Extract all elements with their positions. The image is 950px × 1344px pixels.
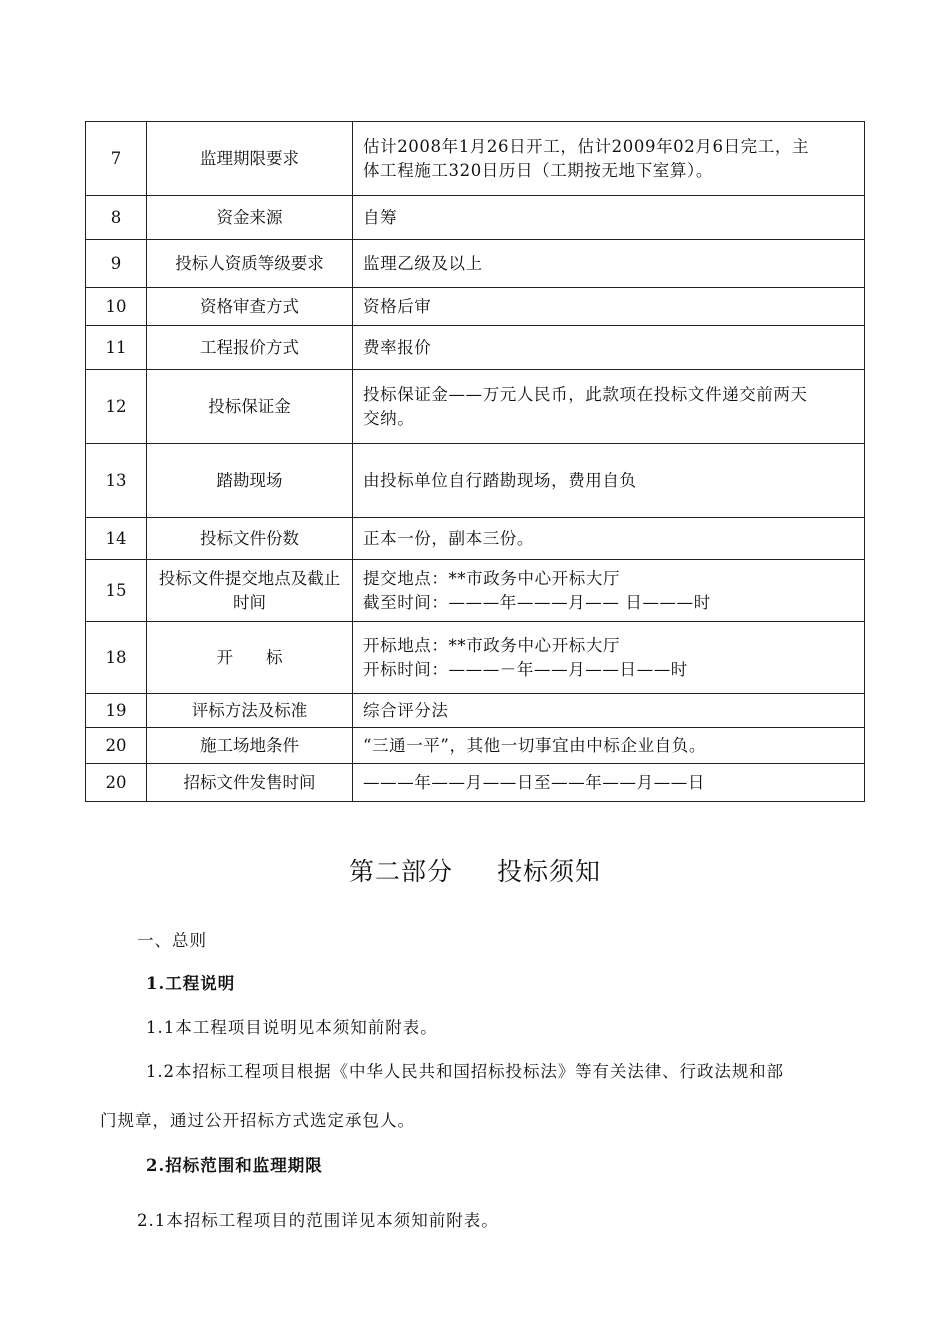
row-item-cell: 投标人资质等级要求 xyxy=(147,240,353,288)
table-row xyxy=(86,728,865,764)
row-number-cell: 13 xyxy=(86,444,147,518)
paragraph-2-1: 2.1本招标工程项目的范围详见本须知前附表。 xyxy=(137,1211,499,1230)
row-item-cell: 投标保证金 xyxy=(147,370,353,444)
row-content-line: 自筹 xyxy=(363,207,398,227)
row-content-line: 费率报价 xyxy=(363,337,432,357)
table-row xyxy=(86,370,865,444)
row-item-cell: 招标文件发售时间 xyxy=(147,764,353,802)
row-item-cell: 投标文件份数 xyxy=(147,518,353,560)
row-content-cell xyxy=(353,560,865,622)
row-number-cell: 9 xyxy=(86,240,147,288)
section-part-label: 第二部分 xyxy=(348,857,453,886)
row-item-cell: 资金来源 xyxy=(147,196,353,240)
row-content-line: “三通一平”，其他一切事宜由中标企业自负。 xyxy=(363,735,706,755)
row-content-line: 综合评分法 xyxy=(363,700,449,720)
row-number-cell: 18 xyxy=(86,622,147,694)
row-number-cell: 12 xyxy=(86,370,147,444)
row-item-cell: 踏勘现场 xyxy=(147,444,353,518)
paragraph-1-1: 1.1本工程项目说明见本须知前附表。 xyxy=(146,1018,438,1037)
paragraph-1-2-line2: 门规章，通过公开招标方式选定承包人。 xyxy=(100,1111,415,1130)
row-content-cell xyxy=(353,518,865,560)
table-row xyxy=(86,288,865,326)
table-row xyxy=(86,622,865,694)
row-content-cell xyxy=(353,288,865,326)
row-content-cell xyxy=(353,370,865,444)
row-content-line: 投标保证金——万元人民币，此款项在投标文件递交前两天 xyxy=(363,384,808,404)
section-title xyxy=(0,852,950,888)
row-content-line: 提交地点：**市政务中心开标大厅 xyxy=(363,568,621,588)
tender-info-table xyxy=(85,121,865,802)
row-content-line: 交纳。 xyxy=(363,408,415,428)
row-content-cell xyxy=(353,196,865,240)
row-content-line: ———年——月——日至——年——月——日 xyxy=(363,772,705,792)
row-item-cell: 工程报价方式 xyxy=(147,326,353,370)
table-row xyxy=(86,196,865,240)
tender-info-table-body xyxy=(86,122,865,802)
row-item-cell: 施工场地条件 xyxy=(147,728,353,764)
heading-general: 一、总则 xyxy=(137,931,207,950)
row-number-cell: 20 xyxy=(86,764,147,802)
table-row xyxy=(86,240,865,288)
row-content-cell xyxy=(353,122,865,196)
row-content-cell xyxy=(353,764,865,802)
row-number-cell: 10 xyxy=(86,288,147,326)
row-content-line: 资格后审 xyxy=(363,296,432,316)
heading-project-description: 1.工程说明 xyxy=(146,974,236,993)
row-content-line: 开标时间：———－年——月——日——时 xyxy=(363,659,688,679)
row-item-cell: 资格审查方式 xyxy=(147,288,353,326)
row-number-cell: 7 xyxy=(86,122,147,196)
table-row xyxy=(86,518,865,560)
row-number-cell: 19 xyxy=(86,694,147,728)
table-row xyxy=(86,764,865,802)
row-content-cell xyxy=(353,694,865,728)
row-item-cell: 开 标 xyxy=(147,622,353,694)
table-row xyxy=(86,122,865,196)
table-row xyxy=(86,444,865,518)
row-number-cell: 20 xyxy=(86,728,147,764)
row-content-cell xyxy=(353,240,865,288)
row-number-cell: 14 xyxy=(86,518,147,560)
row-item-cell: 投标文件提交地点及截止时间 xyxy=(147,560,353,622)
heading-scope-and-period: 2.招标范围和监理期限 xyxy=(146,1156,323,1175)
row-content-line: 监理乙级及以上 xyxy=(363,253,483,273)
row-number-cell: 8 xyxy=(86,196,147,240)
row-content-line: 正本一份，副本三份。 xyxy=(363,528,534,548)
row-content-line: 截至时间：———年———月—— 日———时 xyxy=(363,592,711,612)
row-content-cell xyxy=(353,326,865,370)
paragraph-1-2-line1: 1.2本招标工程项目根据《中华人民共和国招标投标法》等有关法律、行政法规和部 xyxy=(146,1062,784,1081)
row-item-cell: 评标方法及标准 xyxy=(147,694,353,728)
section-name-label: 投标须知 xyxy=(497,857,602,886)
row-content-line: 由投标单位自行踏勘现场，费用自负 xyxy=(363,470,637,490)
row-content-line: 开标地点：**市政务中心开标大厅 xyxy=(363,635,621,655)
row-content-cell xyxy=(353,728,865,764)
row-number-cell: 15 xyxy=(86,560,147,622)
row-content-cell xyxy=(353,622,865,694)
table-row xyxy=(86,326,865,370)
table-row xyxy=(86,560,865,622)
row-content-cell xyxy=(353,444,865,518)
row-content-line: 估计2008年1月26日开工，估计2009年02月6日完工，主 xyxy=(363,136,810,156)
row-number-cell: 11 xyxy=(86,326,147,370)
row-item-cell: 监理期限要求 xyxy=(147,122,353,196)
row-content-line: 体工程施工320日历日（工期按无地下室算）。 xyxy=(363,160,713,180)
table-row xyxy=(86,694,865,728)
